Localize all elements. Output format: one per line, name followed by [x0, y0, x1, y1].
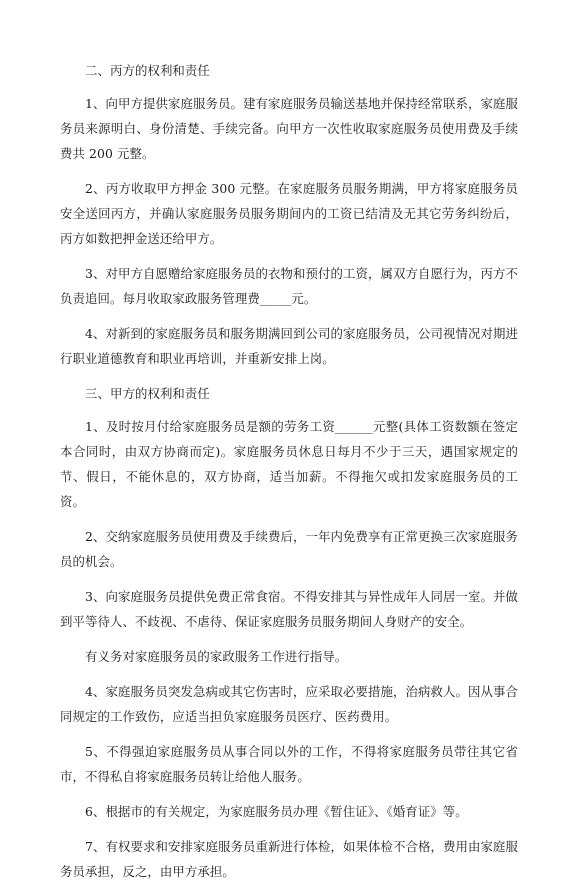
section-heading-party-a: 三、甲方的权利和责任 [85, 386, 210, 401]
paragraph-c-3: 3、对甲方自愿赠给家庭服务员的衣物和预付的工资，属双方自愿行为，丙方不负责追回。每月收取家政服务管理费_____元。 [60, 266, 518, 306]
paragraph-c-2: 2、丙方收取甲方押金 300 元整。在家庭服务员服务期满，甲方将家庭服务员安全送回丙方，并确认家庭服务员服务期间内的工资已结清及无其它劳务纠纷后，丙方如数把押金送还给甲方。 [60, 181, 518, 246]
paragraph-c-4: 4、对新到的家庭服务员和服务期满回到公司的家庭服务员，公司视情况对期进行职业道德教育和职业再培训，并重新安排上岗。 [60, 326, 518, 366]
paragraph-a-3: 3、向家庭服务员提供免费正常食宿。不得安排其与异性成年人同居一室。并做到平等待人、不歧视、不虐待、保证家庭服务员服务期间人身财产的安全。 [60, 589, 518, 629]
paragraph-a-5: 5、不得强迫家庭服务员从事合同以外的工作，不得将家庭服务员带往其它省市，不得私自将家庭服务员转让给他人服务。 [60, 744, 518, 784]
paragraph-c-1: 1、向甲方提供家庭服务员。建有家庭服务员输送基地并保持经常联系，家庭服务员来源明白、身份清楚、手续完备。向甲方一次性收取家庭服务员使用费及手续费共 200 元整。 [60, 96, 518, 161]
paragraph-a-4: 4、家庭服务员突发急病或其它伤害时，应采取必要措施，治病救人。因从事合同规定的工作致伤，应适当担负家庭服务员医疗、医药费用。 [60, 684, 518, 724]
section-heading-party-c: 二、丙方的权利和责任 [85, 63, 210, 78]
paragraph-a-2: 2、交纳家庭服务员使用费及手续费后，一年内免费享有正常更换三次家庭服务员的机会。 [60, 529, 518, 569]
paragraph-a-1: 1、及时按月付给家庭服务员是额的劳务工资______元整(具体工资数额在签定本合同时，由双方协商而定)。家庭服务员休息日每月不少于三天，遇国家规定的节、假日，不能休息的，双方协商，适当加薪。不得拖欠或扣发家庭服务员的工资。 [60, 419, 518, 509]
paragraph-a-guidance: 有义务对家庭服务员的家政服务工作进行指导。 [85, 649, 348, 664]
paragraph-a-6: 6、根据市的有关规定，为家庭服务员办理《暂住证》、《婚育证》等。 [85, 804, 468, 819]
paragraph-a-7: 7、有权要求和安排家庭服务员重新进行体检，如果体检不合格，费用由家庭服务员承担，反之，由甲方承担。 [60, 839, 518, 879]
